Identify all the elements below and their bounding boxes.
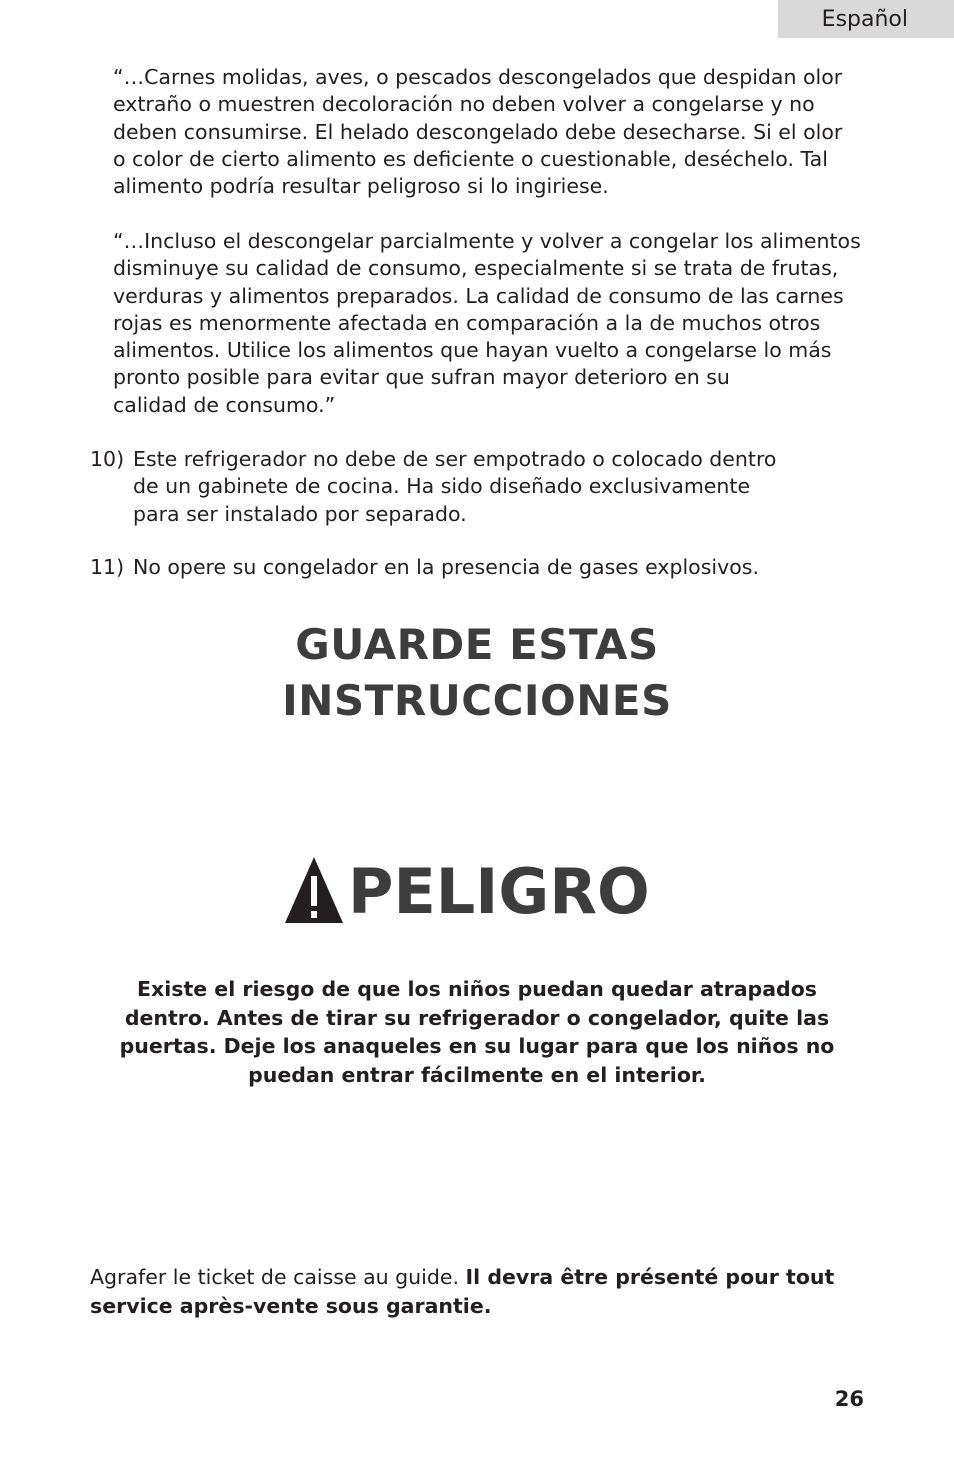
warning-line: dentro. Antes de tirar su refrigerador o congelador, quite las [124, 1005, 830, 1030]
warning-triangle-icon [284, 856, 344, 924]
quote-line: “…Incluso el descongelar parcialmente y volver a congelar los alimentos [113, 229, 861, 253]
danger-word: PELIGRO [348, 855, 650, 928]
item-number: 10) [90, 447, 125, 471]
item-text [133, 446, 776, 528]
quote-line: alimento podría resultar peligroso si lo ingiriese. [113, 174, 609, 199]
quote-line: o color de cierto alimento es deficiente o cuestionable, deséchelo. Tal [113, 146, 828, 171]
item-line: para ser instalado por separado. [133, 501, 467, 526]
warning-line: puedan entrar fácilmente en el interior. [248, 1063, 706, 1088]
language-tab: Español [778, 0, 954, 38]
quote-partial-thawing [113, 228, 873, 419]
quote-line: disminuye su calidad de consumo, especialmente si se trata de frutas, [113, 256, 839, 281]
item-line: No opere su congelador en la presencia de gases explosivos. [133, 555, 759, 579]
item-number: 11) [90, 555, 125, 579]
heading-line: INSTRUCCIONES [282, 676, 672, 725]
quote-line: extraño o muestren decoloración no deben volver a congelarse y no [113, 92, 815, 117]
page-number: 26 [834, 1387, 864, 1411]
warning-line: puertas. Deje los anaqueles en su lugar para que los niños no [119, 1034, 835, 1059]
receipt-note [90, 1263, 870, 1320]
receipt-bold-text: Il devra être présenté pour tout service après-vente sous garantie. [90, 1265, 835, 1318]
quote-line: calidad de consumo.” [113, 392, 336, 417]
warning-line: Existe el riesgo de que los niños puedan quedar atrapados [137, 977, 817, 1001]
item-text [133, 554, 759, 581]
quote-ground-meats [113, 64, 873, 200]
quote-line: deben consumirse. El helado descongelado debe desecharse. Si el olor [113, 119, 843, 144]
quote-line: verduras y alimentos preparados. La calidad de consumo de las carnes [113, 283, 844, 308]
quote-line: “…Carnes molidas, aves, o pescados descongelados que despidan olor [113, 65, 843, 89]
item-line: de un gabinete de cocina. Ha sido diseñado exclusivamente [133, 474, 751, 499]
quote-line: alimentos. Utilice los alimentos que hayan vuelto a congelarse lo más [113, 338, 832, 363]
receipt-plain-text: Agrafer le ticket de caisse au guide. [90, 1265, 466, 1289]
quote-line: rojas es menormente afectada en comparación a la de muchos otros [113, 310, 821, 335]
quote-line: pronto posible para evitar que sufran mayor deterioro en su [113, 365, 730, 390]
heading-line: GUARDE ESTAS [295, 620, 659, 669]
child-entrapment-warning [0, 975, 954, 1090]
item-line: Este refrigerador no debe de ser empotrado o colocado dentro [133, 447, 777, 471]
save-instructions-heading [0, 617, 954, 729]
